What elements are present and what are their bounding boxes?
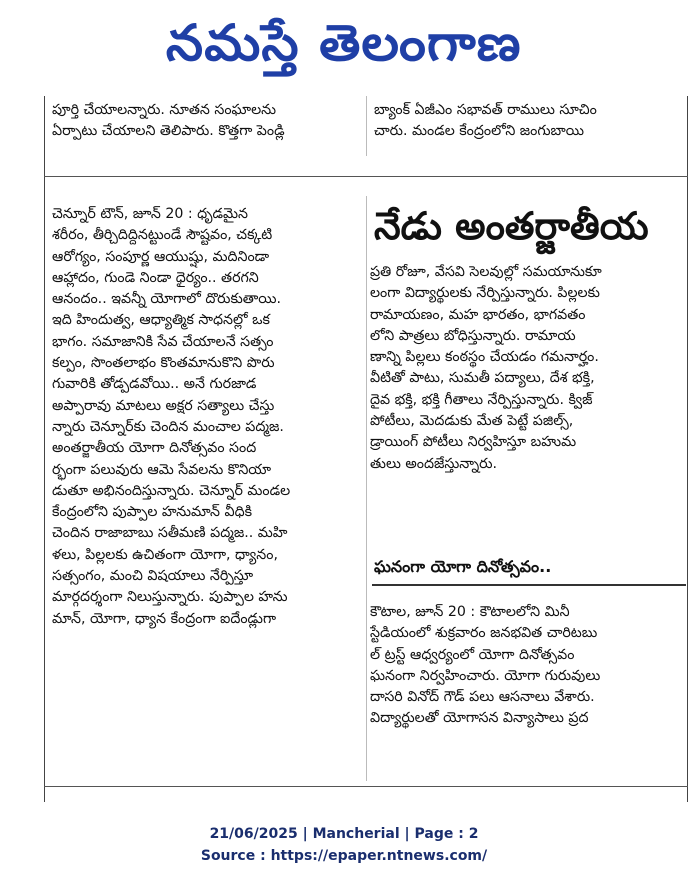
text-line: సత్సంగం, మంచి విషయాలు నేర్పిస్తూ [52, 568, 254, 585]
column-divider-top [366, 96, 367, 156]
text-line: ఏర్పాటు చేయాలని తెలిపారు. కొత్తగా పెండ్లి [52, 123, 285, 140]
subheadline-rule [372, 584, 686, 586]
text-line: బ్యాంక్ ఏజీఎం సభావత్ రాములు సూచిం [374, 102, 597, 118]
text-line: కౌటాల, జూన్ 20 : కౌటాలలోని మినీ [370, 604, 570, 620]
text-line: డుతూ అభినందిస్తున్నారు. చెన్నూర్ మండల [52, 482, 291, 499]
text-line: ర్భంగా పలువురు ఆమె సేవలను కొనియా [52, 461, 272, 478]
text-line: భాగం. సమాజానికి సేవ చేయాలనే సత్సం [52, 333, 274, 350]
text-line: రామాయణం, మహ భారతం, భాగవతం [370, 306, 586, 323]
section-divider-bottom [44, 786, 688, 787]
text-line: స్టేడియంలో శుక్రవారం జనభవిత చారిటబు [370, 625, 598, 642]
text-line: విద్యార్థులతో యోగాసన విన్యాసాలు ప్రద [370, 710, 589, 727]
text-line: మాన్, యోగా, ధ్యాన కేంద్రంగా ఐదేండ్లుగా [52, 610, 277, 627]
footer-date-edition: 21/06/2025 | Mancherial | Page : 2 [209, 826, 479, 842]
text-line: పూర్తి చేయాలన్నారు. నూతన సంఘాలను [52, 102, 277, 118]
text-line: అంతర్జాతీయ యోగా దినోత్సవం సంద [52, 440, 257, 457]
section-divider-top [44, 176, 688, 177]
column-divider-main [366, 196, 367, 781]
newspaper-logo: నమస్తే తెలంగాణ [166, 14, 522, 72]
text-line: ఘనంగా నిర్వహించారు. యోగా గురువులు [370, 667, 601, 684]
article-headline: నేడు అంతర్జాతీయ [374, 204, 649, 248]
text-line: మార్గదర్శంగా నిలుస్తున్నారు. పుప్పాల హను [52, 589, 288, 606]
text-line: కేంద్రంలోని పుప్పాల హనుమాన్ వీధికి [52, 504, 253, 521]
text-line: చెందిన రాజాబాబు సతీమణి పద్మజ.. మహి [52, 525, 288, 542]
text-line: శరీరం, తీర్చిదిద్దినట్టుండే సౌష్టవం, చక్కటి [52, 227, 273, 244]
text-line: ణాన్ని పిల్లలు కంఠస్థం చేయడం గమనార్హం. [370, 349, 599, 366]
continued-text-left [52, 100, 358, 143]
article-kautala-yoga [370, 602, 682, 730]
text-line: డ్రాయింగ్ పోటీలు నిర్వహిస్తూ బహుమ [370, 434, 577, 451]
text-line: ళలు, పిల్లలకు ఉచితంగా యోగా, ధ్యానం, [52, 546, 278, 563]
article-subheadline: ఘనంగా యోగా దినోత్సవం.. [374, 557, 552, 576]
footer-source: Source : https://epaper.ntnews.com/ [200, 848, 488, 864]
article-body-right [370, 262, 682, 475]
text-line: చెన్నూర్ టౌన్, జూన్ 20 : ధృడమైన [52, 206, 248, 222]
text-line: తులు అందజేస్తున్నారు. [370, 455, 497, 472]
text-line: చారు. మండల కేంద్రంలోని జంగుబాయి [374, 123, 584, 140]
text-line: ఆనందం.. ఇవన్నీ యోగాలో దొరుకుతాయి. [52, 291, 282, 308]
text-line: లోని పాత్రలు బోధిస్తున్నారు. రామాయ [370, 327, 576, 344]
text-line: పోటీలు, మెదడుకు మేత పెట్టే పజిల్స్, [370, 413, 574, 430]
left-border-rule [44, 96, 45, 802]
text-line: ఆహ్లాదం, గుండె నిండా ధైర్యం.. తరగని [52, 269, 259, 286]
text-line: ఇది హిందుత్వ, ఆధ్యాత్మిక సాధనల్లో ఒక [52, 312, 270, 329]
text-line: వీటితో పాటు, సుమతీ పద్యాలు, దేశ భక్తి, [370, 370, 595, 387]
masthead [0, 0, 688, 86]
text-line: దైవ భక్తి, భక్తి గీతాలు నేర్పిస్తున్నారు. క్విజ్ [370, 391, 593, 408]
text-line: న్నారు చెన్నూర్‌కు చెందిన మంచాల పద్మజ. [52, 418, 284, 435]
continued-text-right [374, 100, 680, 143]
text-line: అప్పారావు మాటలు అక్షర సత్యాలు చేస్తు [52, 397, 275, 414]
text-line: దాసరి వినోద్ గౌడ్ పలు ఆసనాలు వేశారు. [370, 689, 595, 706]
text-line: లంగా విద్యార్థులకు నేర్పిస్తున్నారు. పిల్లలకు [370, 285, 600, 302]
text-line: కల్పం, సొంతలాభం కొంతమానుకొని పొరు [52, 355, 275, 372]
text-line: గువారికి తోడ్పడవోయి.. అనే గురజాడ [52, 376, 257, 393]
article-yoga-padmaja [52, 204, 358, 630]
text-line: ఆరోగ్యం, సంపూర్ణ ఆయుష్షు, మదినిండా [52, 248, 270, 265]
text-line: ల్ ట్రస్ట్ ఆధ్వర్యంలో యోగా దినోత్సవం [370, 646, 575, 663]
text-line: ప్రతి రోజూ, వేసవి సెలవుల్లో సమయానుకూ [370, 264, 602, 280]
